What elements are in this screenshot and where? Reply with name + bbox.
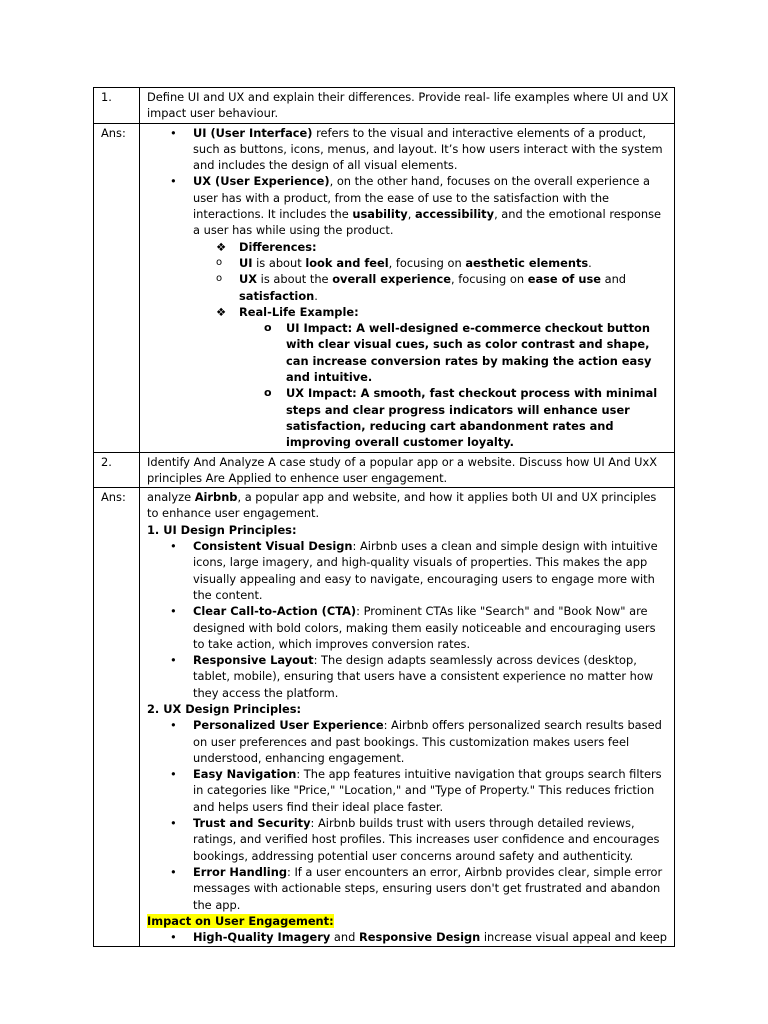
answer-row-1	[94, 123, 675, 452]
list-item: • Clear Call-to-Action (CTA): Prominent CTAs like "Search" and "Book Now" are designed with bold colors, making them easily noticeable and encouraging users to take action, which improves conversion rates.	[147, 603, 670, 652]
list-item: • UX (User Experience), on the other hand, focuses on the overall experience a user has with a product, from the ease of use to the satisfaction with the interactions. It includes the usability, accessibility, and the emotional response a user has while using the product.	[147, 173, 670, 238]
list-item: o UX Impact: A smooth, fast checkout process with minimal steps and clear progress indicators will enhance user satisfaction, reducing cart abandonment rates and improving overall customer loyalty.	[147, 385, 670, 450]
list-item: o UI Impact: A well-designed e-commerce checkout button with clear visual cues, such as color contrast and shape, can increase conversion rates by making the action easy and intuitive.	[147, 320, 670, 385]
impact-heading-line	[147, 913, 670, 929]
answer-label: Ans:	[94, 123, 140, 452]
list-item: • Trust and Security: Airbnb builds trust with users through detailed reviews, ratings, and verified host profiles. This increases user confidence and encourages bookings, addressing potential user concerns around safety and authenticity.	[147, 815, 670, 864]
example-heading: ❖ Real-Life Example:	[147, 304, 670, 320]
question-text: Identify And Analyze A case study of a popular app or a website. Discuss how UI And UxX principles Are Applied to enhence user engagement.	[140, 452, 675, 488]
impact-heading: Impact on User Engagement:	[147, 913, 334, 928]
list-item: • Easy Navigation: The app features intuitive navigation that groups search filters in categories like "Price," "Location," and "Type of Property." This reduces friction and helps users find their ideal place faster.	[147, 766, 670, 815]
list-item: • Responsive Layout: The design adapts seamlessly across devices (desktop, tablet, mobile), ensuring that users have a consistent experience no matter how they access the platform.	[147, 652, 670, 701]
differences-heading: ❖ Differences:	[147, 239, 670, 255]
list-item: • High-Quality Imagery and Responsive Design increase visual appeal and keep	[147, 929, 670, 945]
question-row-1	[94, 88, 675, 124]
question-text: Define UI and UX and explain their differences. Provide real- life examples where UI and UX impact user behaviour.	[140, 88, 675, 124]
list-item: • UI (User Interface) refers to the visual and interactive elements of a product, such as buttons, icons, menus, and layout. It’s how users interact with the system and includes the design of all visual elements.	[147, 125, 670, 174]
qa-table	[93, 87, 675, 947]
answer-row-2	[94, 488, 675, 947]
question-row-2	[94, 452, 675, 488]
row-number: 1.	[94, 88, 140, 124]
list-item: o UI is about look and feel, focusing on aesthetic elements.	[147, 255, 670, 271]
ux-principles-list	[147, 717, 670, 913]
answer-label: Ans:	[94, 488, 140, 947]
ux-principles-heading: 2. UX Design Principles:	[147, 701, 302, 716]
intro-paragraph: analyze Airbnb, a popular app and website, and how it applies both UI and UX principles to enhance user engagement.	[147, 490, 657, 521]
answer-content	[140, 123, 675, 452]
list-item: • Personalized User Experience: Airbnb offers personalized search results based on user preferences and past bookings. This customization makes users feel understood, enhancing engagement.	[147, 717, 670, 766]
row-number: 2.	[94, 452, 140, 488]
ui-principles-list	[147, 538, 670, 701]
ui-principles-heading: 1. UI Design Principles:	[147, 522, 297, 537]
answer-content	[140, 488, 675, 947]
list-item: • Consistent Visual Design: Airbnb uses a clean and simple design with intuitive icons, large imagery, and high-quality visuals of properties. This makes the app visually appealing and easy to navigate, encouraging users to engage more with the content.	[147, 538, 670, 603]
list-item: • Error Handling: If a user encounters an error, Airbnb provides clear, simple error messages with actionable steps, ensuring users don't get frustrated and abandon the app.	[147, 864, 670, 913]
list-item: o UX is about the overall experience, focusing on ease of use and satisfaction.	[147, 271, 670, 304]
